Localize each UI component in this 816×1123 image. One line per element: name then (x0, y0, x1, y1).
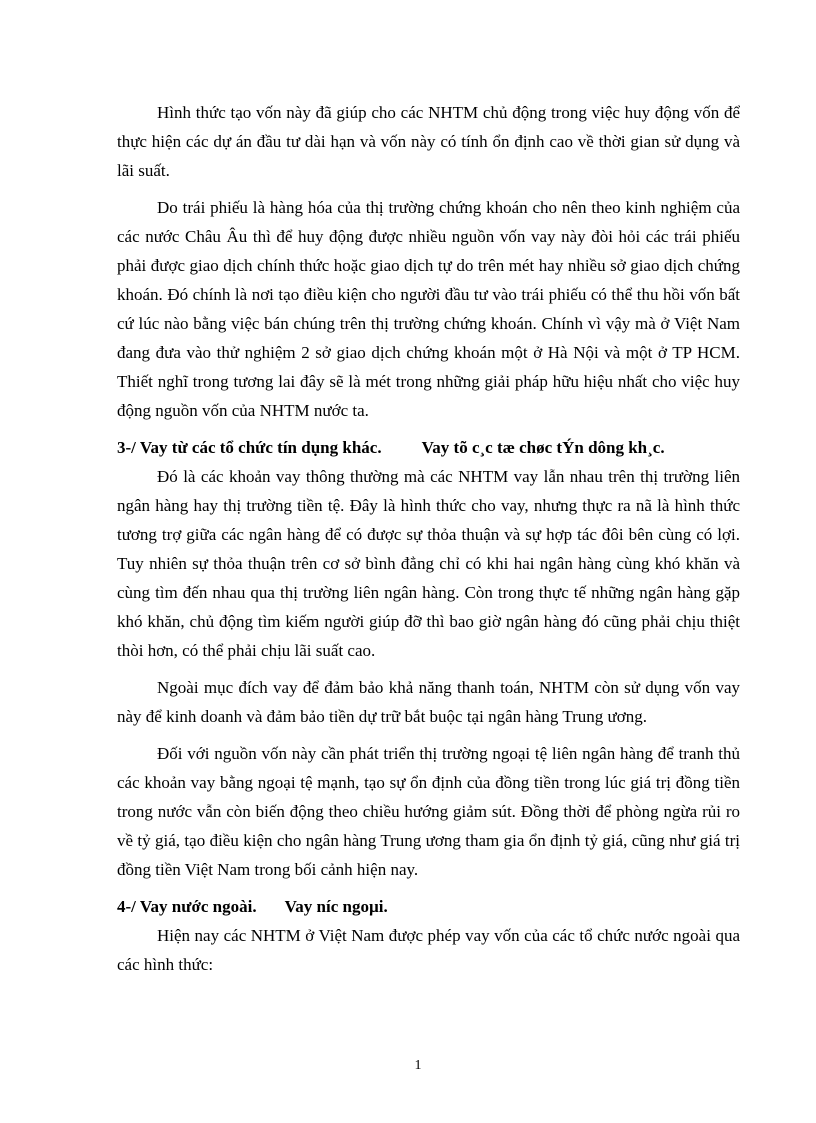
paragraph-bond-capital: Hình thức tạo vốn này đã giúp cho các NHTM chủ động trong việc huy động vốn để thực hiện các dự án đầu tư dài hạn và vốn này có tính ổn định cao về thời gian sử dụng và lãi suất. (117, 103, 740, 180)
section-heading-3 (117, 433, 740, 462)
section-heading-4-duplicate: Vay níc ngoµi. (284, 897, 388, 916)
paragraph-interbank-loans: Đó là các khoản vay thông thường mà các NHTM vay lẫn nhau trên thị trường liên ngân hàng hay thị trường tiền tệ. Đây là hình thức cho vay, nhưng thực ra nã là hình thức tương trợ giữa các ngân hàng để có được sự thỏa thuận và sự hợp tác đôi bên cùng có lợi. Tuy nhiên sự thỏa thuận trên cơ sở bình đẳng chỉ có khi hai ngân hàng cùng khó khăn và cùng tìm đến nhau qua thị trường liên ngân hàng. Còn trong thực tế những ngân hàng gặp khó khăn, chủ động tìm kiếm người giúp đỡ thì bao giờ ngân hàng đó cũng phải chịu thiệt thòi hơn, có thể phải chịu lãi suất cao. (117, 467, 740, 660)
page-number: 1 (414, 1058, 422, 1073)
section-heading-3-duplicate: Vay tõ c¸c tæ chøc tÝn dông kh¸c. (421, 438, 665, 457)
paragraph-foreign-loans: Hiện nay các NHTM ở Việt Nam được phép vay vốn của các tổ chức nước ngoài qua các hình thức: (117, 926, 740, 974)
paragraph-forex-market: Đối với nguồn vốn này cần phát triển thị trường ngoại tệ liên ngân hàng để tranh thủ các khoản vay bằng ngoại tệ mạnh, tạo sự ổn định của đồng tiền trong lúc giá trị đồng tiền trong nước vẫn còn biến động theo chiều hướng giảm sút. Đồng thời để phòng ngừa rủi ro về tỷ giá, tạo điều kiện cho ngân hàng Trung ương tham gia ổn định tỷ giá, cũng như giá trị đồng tiền Việt Nam trong bối cảnh hiện nay. (117, 744, 740, 879)
paragraph-loan-purpose: Ngoài mục đích vay để đảm bảo khả năng thanh toán, NHTM còn sử dụng vốn vay này để kinh doanh và đảm bảo tiền dự trữ bắt buộc tại ngân hàng Trung ương. (117, 678, 740, 726)
section-heading-4 (117, 892, 740, 921)
section-heading-3-text: 3-/ Vay từ các tổ chức tín dụng khác. (117, 438, 382, 457)
section-heading-4-text: 4-/ Vay nước ngoài. (117, 897, 257, 916)
paragraph-bond-market: Do trái phiếu là hàng hóa của thị trường chứng khoán cho nên theo kinh nghiệm của các nước Châu Âu thì để huy động được nhiều nguồn vốn vay này đòi hỏi các trái phiếu phải được giao dịch chính thức hoặc giao dịch tự do trên mét hay nhiều sở giao dịch chứng khoán. Đó chính là nơi tạo điều kiện cho người đầu tư vào trái phiếu có thể thu hồi vốn bất cứ lúc nào bằng việc bán chúng trên thị trường chứng khoán. Chính vì vậy mà ở Việt Nam đang đưa vào thử nghiệm 2 sở giao dịch chứng khoán một ở Hà Nội và một ở TP HCM. Thiết nghĩ trong tương lai đây sẽ là mét trong những giải pháp hữu hiệu nhất cho việc huy động nguồn vốn của NHTM nước ta. (117, 198, 740, 420)
page-content (117, 98, 740, 979)
